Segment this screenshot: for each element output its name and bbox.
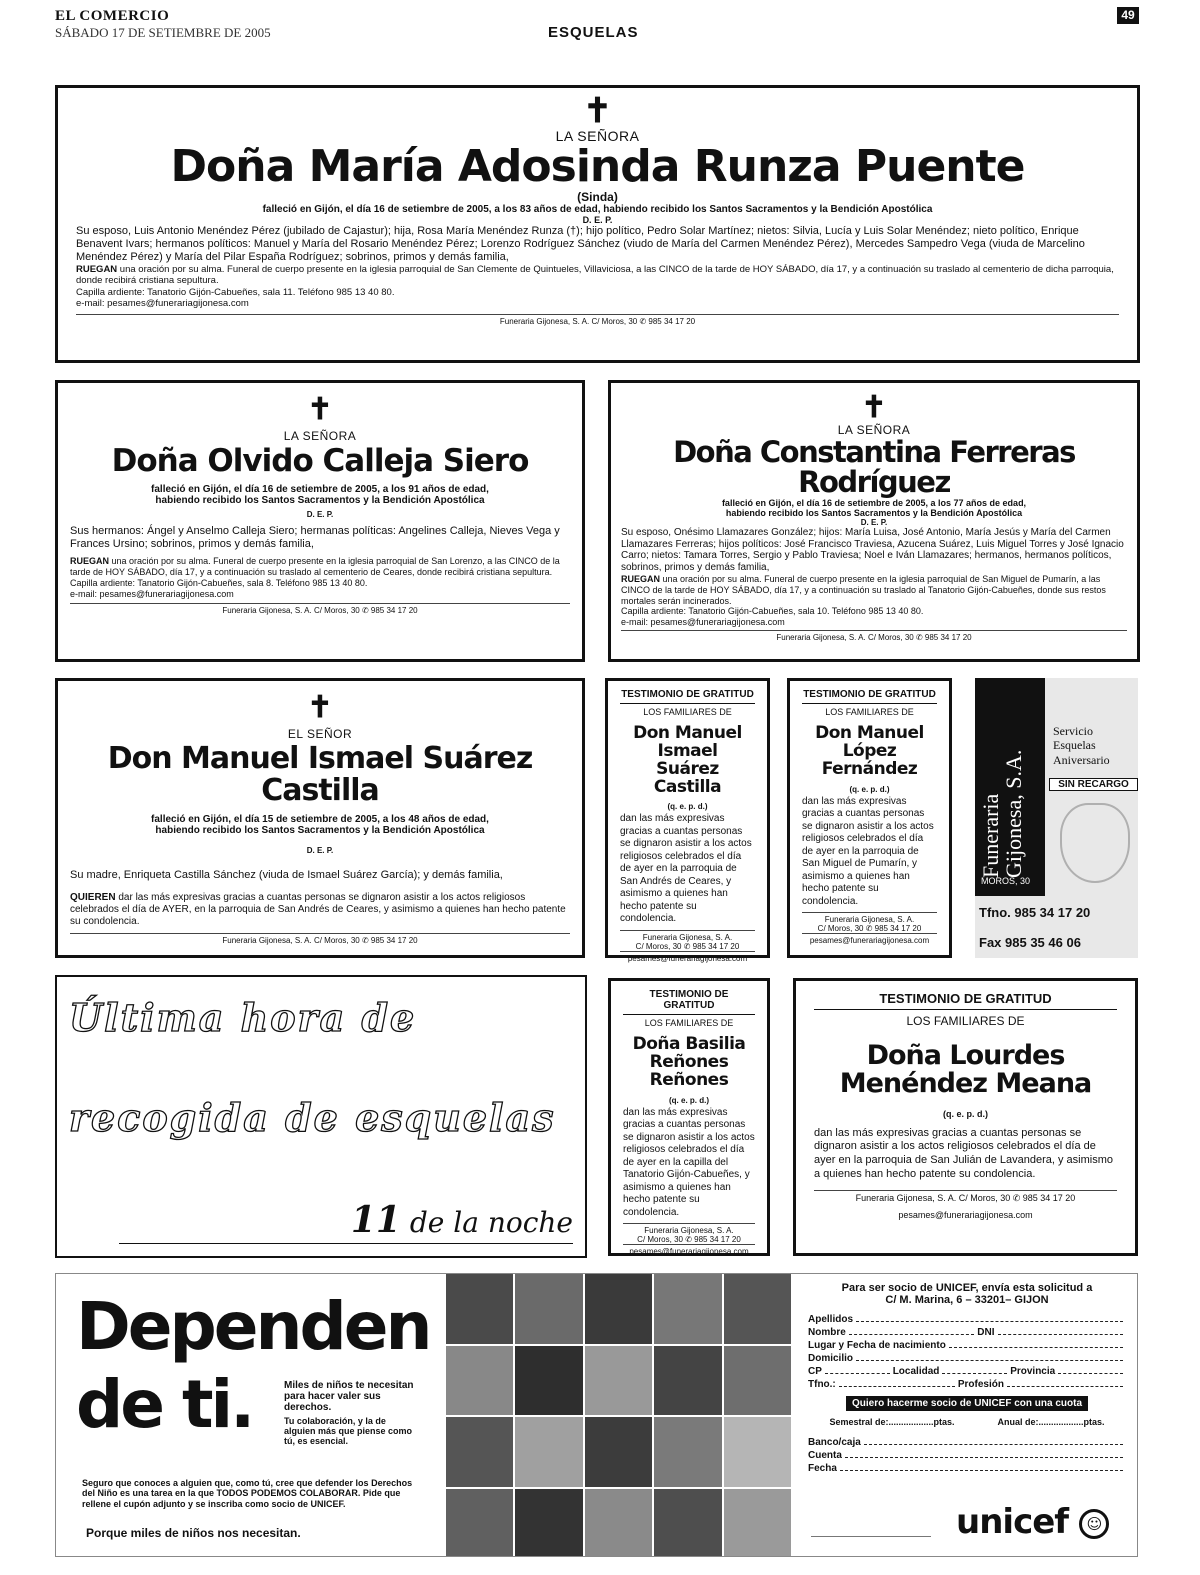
unicef-tagline: Porque miles de niños nos necesitan. bbox=[86, 1526, 301, 1540]
label-localidad: Localidad bbox=[892, 1366, 940, 1377]
deceased-name-1: Don Manuel bbox=[815, 723, 924, 743]
footer-line-2: pesames@funerariagijonesa.com bbox=[898, 1209, 1033, 1220]
brand-line-1: Funeraria bbox=[978, 793, 1003, 878]
blank-line bbox=[849, 1327, 974, 1335]
family-label: LOS FAMILIARES DE bbox=[825, 707, 914, 717]
label-tfno: Tfno.: bbox=[808, 1379, 836, 1390]
gratitude-renones bbox=[608, 978, 770, 1256]
deceased-name-2: Menéndez Meana bbox=[839, 1068, 1092, 1100]
phone-number: Tfno. 985 34 17 20 bbox=[979, 905, 1091, 920]
footer-line-2: C/ Moros, 30 ✆ 985 34 17 20 bbox=[635, 941, 740, 951]
photo bbox=[446, 1274, 513, 1344]
services-list bbox=[1053, 724, 1110, 767]
salutation: EL SEÑOR bbox=[287, 727, 353, 741]
cross-icon: ✝ bbox=[307, 690, 333, 725]
footer-line-3: pesames@funerariagijonesa.com bbox=[623, 1244, 755, 1256]
ruegan-word: RUEGAN bbox=[621, 574, 661, 585]
deadline-hour: 11 bbox=[350, 1199, 401, 1241]
quieren-word: QUIEREN bbox=[70, 891, 116, 903]
family-label: LOS FAMILIARES DE bbox=[644, 1018, 734, 1028]
divider bbox=[119, 1243, 573, 1244]
ruegan-text: una oración por su alma. Funeral de cuerpo presente en la iglesia parroquial de San Miguel de Pumarín, a las CINCO de la tarde de HOY SÁBADO, día 17, y a continuación su traslado al Tanatorio Gijón-Cabueñes, donde sus restos mortales serán incinerados. bbox=[621, 574, 1106, 606]
gratitude-text: dan las más expresivas gracias a cuantas personas se dignaron asistir a los actos religiosos celebrados el día de ayer en la parroquia de San Andrés de Ceares, y asimismo a quienes han hecho patente su condolencia. bbox=[620, 813, 752, 925]
gratitude-text: dan las más expresivas gracias a cuantas personas se dignaron asistir a los actos religiosos celebrados el día de ayer en la parroquia de San Miguel de Pumarín, y asimismo a quienes han hecho patente su condolencia. bbox=[802, 795, 934, 907]
unicef-logo bbox=[956, 1502, 1109, 1542]
thanks-text bbox=[70, 892, 570, 927]
service-1: Servicio bbox=[1053, 724, 1093, 738]
photo bbox=[446, 1489, 513, 1558]
unicef-headline-1: Dependen bbox=[76, 1288, 430, 1365]
field-fecha[interactable] bbox=[808, 1463, 1126, 1474]
deadline-line-2: recogida de esquelas bbox=[69, 1095, 556, 1140]
deadline-time bbox=[351, 1199, 573, 1241]
no-surcharge-label: SIN RECARGO bbox=[1049, 778, 1138, 791]
family-label: LOS FAMILIARES DE bbox=[906, 1014, 1025, 1028]
newspaper-name: EL COMERCIO bbox=[55, 8, 170, 24]
blank-line bbox=[1007, 1379, 1123, 1387]
deceased-name: Doña María Adosinda Runza Puente bbox=[170, 141, 1025, 192]
form-title-2: C/ M. Marina, 6 – 33201– GIJON bbox=[885, 1294, 1049, 1306]
unicef-side-2: Tu colaboración, y la de alguien más que piense como tú, es esencial. bbox=[284, 1416, 413, 1446]
photo bbox=[654, 1274, 721, 1344]
photo bbox=[515, 1489, 582, 1558]
footer-line-1: Funeraria Gijonesa, S. A. bbox=[623, 1223, 755, 1235]
obituary-ferreras bbox=[608, 380, 1140, 662]
signature-line bbox=[811, 1536, 931, 1537]
footer-line-3: pesames@funerariagijonesa.com bbox=[802, 933, 937, 945]
funeral-home-footer: Funeraria Gijonesa, S. A. C/ Moros, 30 ✆ 985 34 17 20 bbox=[76, 314, 1119, 326]
dep: D. E. P. bbox=[306, 509, 334, 519]
footer-line-2: C/ Moros, 30 ✆ 985 34 17 20 bbox=[817, 924, 922, 934]
salutation: LA SEÑORA bbox=[555, 128, 640, 144]
photo bbox=[724, 1274, 791, 1344]
email-text: e-mail: pesames@funerariagijonesa.com bbox=[70, 588, 234, 599]
address-label: MOROS, 30 bbox=[981, 876, 1031, 886]
dep: D. E. P. bbox=[306, 846, 334, 855]
label-domicilio: Domicilio bbox=[808, 1353, 854, 1364]
deceased-name: Doña Constantina Ferreras Rodríguez bbox=[673, 435, 1075, 500]
deceased-name-1: Doña Lourdes bbox=[866, 1040, 1065, 1071]
label-cuenta: Cuenta bbox=[808, 1450, 842, 1461]
unicef-wordmark: unicef bbox=[956, 1502, 1069, 1542]
quota-options bbox=[808, 1417, 1126, 1427]
photo bbox=[515, 1346, 582, 1416]
label-dni: DNI bbox=[977, 1327, 995, 1338]
blank-line bbox=[845, 1450, 1123, 1458]
fax-number: Fax 985 35 46 06 bbox=[979, 935, 1081, 950]
obituary-runza bbox=[55, 85, 1140, 363]
funeral-text bbox=[621, 574, 1127, 606]
gratitude-title: TESTIMONIO DE GRATITUD bbox=[620, 689, 755, 704]
death-info-2: habiendo recibido los Santos Sacramentos y la Bendición Apostólica bbox=[725, 507, 1023, 518]
blank-line bbox=[942, 1366, 1007, 1374]
photo bbox=[585, 1274, 652, 1344]
footer-line-3: pesames@funerariagijonesa.com bbox=[620, 951, 755, 963]
photo bbox=[585, 1346, 652, 1416]
label-cp: CP bbox=[808, 1366, 822, 1377]
deceased-name-2: Reñones Reñones bbox=[649, 1051, 729, 1090]
photo bbox=[724, 1417, 791, 1487]
dep: D. E. P. bbox=[582, 215, 613, 226]
footer-line-1: Funeraria Gijonesa, S. A. C/ Moros, 30 ✆ 985 34 17 20 bbox=[814, 1190, 1117, 1204]
gratitude-lopez bbox=[787, 678, 952, 958]
cross-icon: ✝ bbox=[307, 392, 333, 427]
label-nombre: Nombre bbox=[808, 1327, 846, 1338]
obituary-calleja bbox=[55, 380, 585, 662]
quota-banner: Quiero hacerme socio de UNICEF con una cuota bbox=[846, 1396, 1088, 1411]
gratitude-title: TESTIMONIO DE GRATITUD bbox=[814, 991, 1117, 1010]
cross-icon: ✝ bbox=[861, 390, 887, 425]
photo bbox=[654, 1489, 721, 1558]
issue-date: SÁBADO 17 DE SETIEMBRE DE 2005 bbox=[55, 25, 271, 40]
family-label: LOS FAMILIARES DE bbox=[643, 707, 732, 717]
nickname: (Sinda) bbox=[577, 190, 618, 205]
capilla-text: Capilla ardiente: Tanatorio Gijón-Cabueñes, sala 8. Teléfono 985 13 40 80. bbox=[70, 578, 368, 589]
email-text: e-mail: pesames@funerariagijonesa.com bbox=[621, 617, 785, 628]
label-profesion: Profesión bbox=[957, 1379, 1004, 1390]
death-info-1: falleció en Gijón, el día 16 de setiembre de 2005, a los 91 años de edad, bbox=[151, 483, 489, 495]
qepd: (q. e. p. d.) bbox=[849, 784, 890, 794]
field-apellidos[interactable] bbox=[808, 1314, 1126, 1325]
death-info-1: falleció en Gijón, el día 15 de setiembre de 2005, a los 48 años de edad, bbox=[151, 814, 489, 825]
family-text: Su esposo, Luis Antonio Menéndez Pérez (jubilado de Cajastur); hija, Rosa María Menéndez Runza (†); hijo político, Pedro Solar Martínez; nietos: Silvia, Lucía y Luis Solar Menéndez; nieto político, Enrique Benavent Ivars; hermanos políticos: Manuel y María del Rosario Menéndez Pérez; Lorenzo Rodríguez Sánchez (viudo de María del Carmen Menéndez Pérez), Mercedes Sampedro Vega (viuda de Marcelino Menéndez Pérez) y María del Pilar España Rodríguez; sobrinos, primos y demás familia, bbox=[76, 225, 1085, 264]
email-text: e-mail: pesames@funerariagijonesa.com bbox=[76, 298, 249, 310]
crest-icon bbox=[1060, 803, 1130, 883]
photo bbox=[724, 1489, 791, 1558]
funeral-text bbox=[70, 556, 570, 578]
quota-semestral[interactable]: Semestral de:..................ptas. bbox=[829, 1417, 955, 1427]
obituary-suarez bbox=[55, 678, 585, 958]
family-text: Su madre, Enriqueta Castilla Sánchez (viuda de Ismael Suárez García); y demás familia, bbox=[70, 869, 503, 881]
field-lugar[interactable] bbox=[808, 1340, 1126, 1351]
unicef-side-1: Miles de niños te necesitan para hacer valer sus derechos. bbox=[284, 1380, 414, 1413]
unicef-headline-2: de ti. bbox=[76, 1366, 253, 1443]
masthead bbox=[55, 8, 271, 41]
ruegan-text: una oración por su alma. Funeral de cuerpo presente en la iglesia parroquial de San Clemente de Quintueles, Villaviciosa, a las CINCO de la tarde de HOY SÁBADO, día 17, y a continuación su traslado al cementerio de dicha parroquia, donde recibirá cristiana sepultura. bbox=[76, 264, 1114, 287]
funeral-home-ad bbox=[975, 678, 1138, 958]
field-tfno[interactable] bbox=[808, 1379, 1126, 1390]
field-domicilio[interactable] bbox=[808, 1353, 1126, 1364]
field-banco[interactable] bbox=[808, 1437, 1126, 1448]
deadline-text: de la noche bbox=[400, 1206, 573, 1239]
blank-line bbox=[1058, 1366, 1123, 1374]
death-info-2: habiendo recibido los Santos Sacramentos y la Bendición Apostólica bbox=[155, 494, 485, 506]
gratitude-text: dan las más expresivas gracias a cuantas personas se dignaron asistir a los actos religiosos celebrados el día de ayer en la parroquia de San Julián de Lavandera, y asimismo a quienes han hecho patente su condolencia. bbox=[814, 1126, 1114, 1180]
field-cuenta[interactable] bbox=[808, 1450, 1126, 1461]
unicef-paragraph: Seguro que conoces a alguien que, como tú, cree que defender los Derechos del Niño es una tarea en la que TODOS PODEMOS COLABORAR. Pide que rellene el cupón adjunto y se inscriba como socio de UNICEF. bbox=[82, 1478, 413, 1509]
gratitude-text: dan las más expresivas gracias a cuantas personas se dignaron asistir a los actos religiosos celebrados el día de ayer en la capilla del Tanatorio Gijón-Cabueñes, y asimismo a quienes han hecho patente su condolencia. bbox=[623, 1106, 755, 1218]
label-lugar: Lugar y Fecha de nacimiento bbox=[808, 1340, 946, 1351]
salutation: LA SEÑORA bbox=[283, 429, 357, 443]
funeral-home-footer: Funeraria Gijonesa, S. A. C/ Moros, 30 ✆ 985 34 17 20 bbox=[70, 603, 570, 615]
unicef-ad bbox=[55, 1273, 1138, 1557]
membership-form bbox=[808, 1282, 1126, 1476]
qepd: (q. e. p. d.) bbox=[667, 802, 708, 812]
blank-line bbox=[839, 1379, 955, 1387]
salutation: LA SEÑORA bbox=[837, 423, 911, 437]
family-text: Su esposo, Onésimo Llamazares González; hijos: María Luisa, José Antonio, María Jesús y María del Carmen Llamazares Ferreras; hijos políticos: José Francisco Traviesa, Azucena Suárez, Luis Miguel Torres y José Ignacio Carro; nietos: Tamara Torres, Sergio y Pablo Traviesa; Noel e Iván Llamazares; hermanos, hermanos políticos, sobrinos, primos y demás familia, bbox=[621, 526, 1124, 574]
service-2: Esquelas bbox=[1053, 738, 1096, 753]
photo bbox=[515, 1274, 582, 1344]
quota-anual[interactable]: Anual de:..................ptas. bbox=[997, 1417, 1105, 1427]
gratitude-menendez bbox=[793, 978, 1138, 1256]
family-text: Sus hermanos: Ángel y Anselmo Calleja Siero; hermanas políticas: Angelines Calleja, Nieves Vega y Frances Ursino; sobrinos, primos y demás familia, bbox=[70, 524, 560, 550]
brand-name bbox=[979, 678, 1025, 878]
capilla-text: Capilla ardiente: Tanatorio Gijón-Cabueñes, sala 10. Teléfono 985 13 40 80. bbox=[621, 606, 924, 617]
photo bbox=[654, 1417, 721, 1487]
photo bbox=[724, 1346, 791, 1416]
quieren-text: dar las más expresivas gracias a cuantas personas se dignaron asistir a los actos religiosos celebrados el día de AYER, en la parroquia de San Andrés de Ceares, y asimismo a quienes han hecho patente su condolencia. bbox=[70, 891, 566, 927]
blank-line bbox=[856, 1314, 1123, 1322]
gratitude-title: TESTIMONIO DE GRATITUD bbox=[623, 989, 755, 1015]
label-fecha: Fecha bbox=[808, 1463, 837, 1474]
service-3: Aniversario bbox=[1053, 752, 1110, 767]
dep: D. E. P. bbox=[860, 517, 888, 527]
label-banco: Banco/caja bbox=[808, 1437, 861, 1448]
qepd: (q. e. p. d.) bbox=[943, 1108, 988, 1119]
footer-line-1: Funeraria Gijonesa, S. A. bbox=[802, 912, 937, 924]
funeral-home-footer: Funeraria Gijonesa, S. A. C/ Moros, 30 ✆ 985 34 17 20 bbox=[621, 630, 1127, 642]
deadline-line-1: Última hora de bbox=[69, 995, 417, 1040]
cross-icon: ✝ bbox=[583, 91, 612, 131]
blank-line bbox=[840, 1463, 1123, 1471]
photo bbox=[446, 1346, 513, 1416]
death-info-1: falleció en Gijón, el día 16 de setiembre de 2005, a los 77 años de edad, bbox=[721, 497, 1027, 508]
death-info: falleció en Gijón, el día 16 de setiembre de 2005, a los 83 años de edad, habiendo recibido los Santos Sacramentos y la Bendición Apostólica bbox=[262, 204, 933, 216]
deceased-name-2: López Fernández bbox=[821, 740, 918, 779]
deadline-notice bbox=[55, 975, 587, 1258]
qepd: (q. e. p. d.) bbox=[669, 1095, 709, 1105]
field-nombre[interactable] bbox=[808, 1327, 1126, 1338]
label-provincia: Provincia bbox=[1010, 1366, 1056, 1377]
funeral-text bbox=[76, 264, 1119, 287]
gratitude-suarez bbox=[605, 678, 770, 963]
gratitude-title: TESTIMONIO DE GRATITUD bbox=[802, 689, 937, 704]
ruegan-word: RUEGAN bbox=[76, 264, 118, 276]
children-photo-collage bbox=[446, 1274, 791, 1557]
blank-line bbox=[856, 1353, 1123, 1361]
form-title-1: Para ser socio de UNICEF, envía esta solicitud a bbox=[841, 1282, 1093, 1294]
section-title: ESQUELAS bbox=[548, 24, 639, 41]
capilla-text: Capilla ardiente: Tanatorio Gijón-Cabueñes, sala 11. Teléfono 985 13 40 80. bbox=[76, 286, 395, 298]
deceased-name: Doña Olvido Calleja Siero bbox=[111, 443, 529, 479]
ruegan-text: una oración por su alma. Funeral de cuerpo presente en la iglesia parroquial de San Lorenzo, a las CINCO de la tarde de HOY SÁBADO, día 17, y a continuación su traslado al cementerio de Ceares, donde recibirá cristiana sepultura. bbox=[70, 556, 560, 578]
blank-line bbox=[998, 1327, 1123, 1335]
death-info-2: habiendo recibido los Santos Sacramentos y la Bendición Apostólica bbox=[155, 825, 485, 836]
deceased-name-1: Doña Basilia bbox=[632, 1034, 746, 1054]
footer-line-1: Funeraria Gijonesa, S. A. bbox=[620, 930, 755, 942]
photo bbox=[585, 1489, 652, 1558]
blank-line bbox=[949, 1340, 1123, 1348]
ruegan-word: RUEGAN bbox=[70, 556, 110, 567]
brand-line-2: Gijonesa, S.A. bbox=[1001, 749, 1027, 878]
photo bbox=[515, 1417, 582, 1487]
deceased-name-2: Suárez Castilla bbox=[653, 758, 722, 797]
label-apellidos: Apellidos bbox=[808, 1314, 854, 1325]
globe-icon: ☺ bbox=[1079, 1509, 1109, 1539]
footer-line-2: C/ Moros, 30 ✆ 985 34 17 20 bbox=[637, 1235, 741, 1245]
blank-line bbox=[825, 1366, 890, 1374]
funeral-home-footer: Funeraria Gijonesa, S. A. C/ Moros, 30 ✆ 985 34 17 20 bbox=[70, 933, 570, 945]
photo bbox=[446, 1417, 513, 1487]
deceased-name-1: Don Manuel Ismael bbox=[633, 723, 742, 761]
photo bbox=[654, 1346, 721, 1416]
field-cp[interactable] bbox=[808, 1366, 1126, 1377]
deceased-name: Don Manuel Ismael Suárez Castilla bbox=[107, 741, 533, 808]
blank-line bbox=[864, 1437, 1123, 1445]
photo bbox=[585, 1417, 652, 1487]
page-number: 49 bbox=[1117, 7, 1139, 24]
